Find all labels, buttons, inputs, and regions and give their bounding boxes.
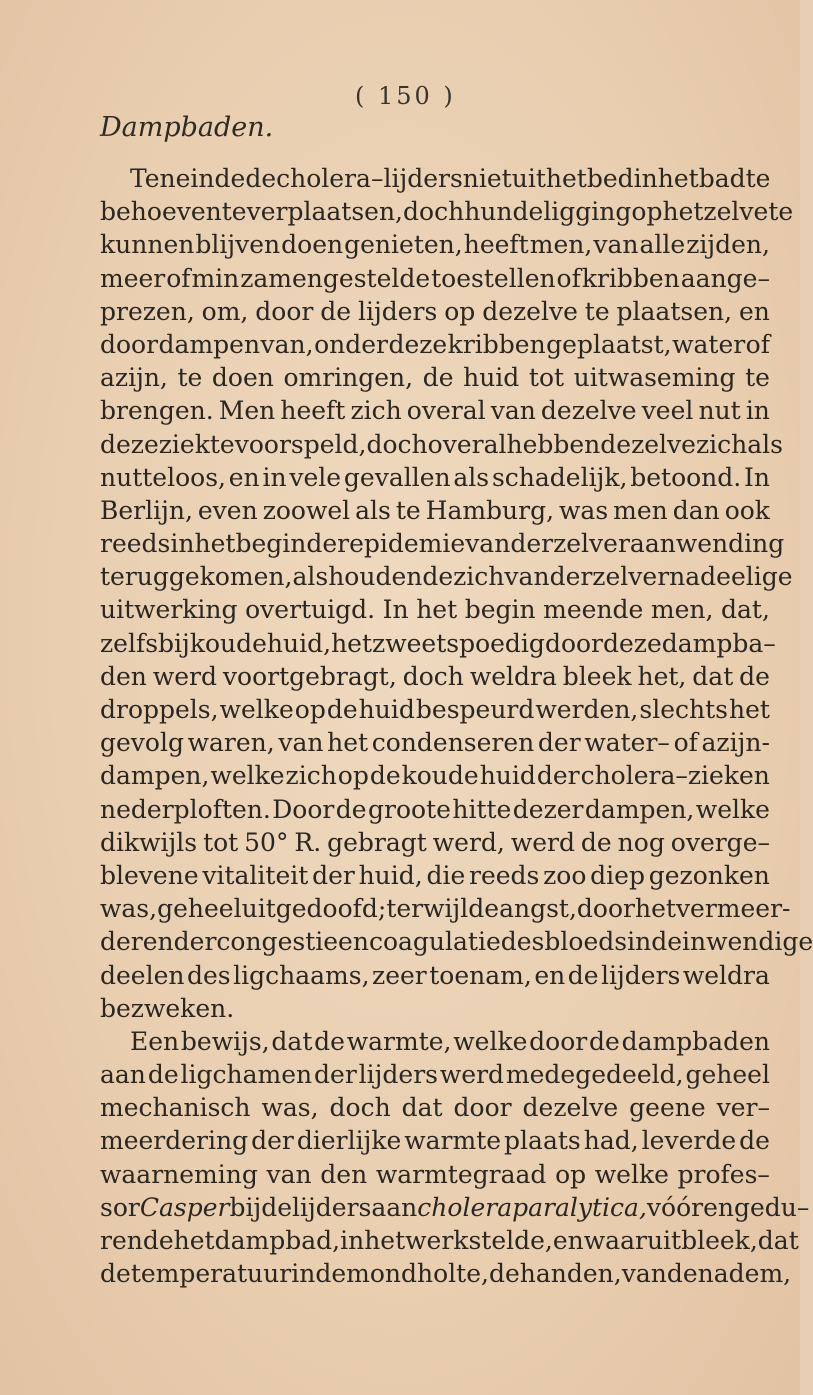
text-line: Berlijn, even zoowel als te Hamburg, was men dan ook (100, 495, 770, 525)
text-line: teruggekomen, als houdende zich van derzelver nadeelige (100, 562, 793, 592)
text-line: nederploften. Door de groote hitte dezer dampen, welke (100, 794, 770, 824)
text-line: uitwerking overtuigd. In het begin meende men, dat, (100, 595, 770, 625)
text-line: kunnen blijven doen genieten, heeft men, van alle zijden, (100, 230, 770, 260)
text-line: den werd voortgebragt, doch weldra bleek het, dat de (100, 661, 770, 691)
text-line: reeds in het begin der epidemie van derzelver aanwending (100, 529, 785, 559)
text-line: Ten einde de cholera–lijders niet uit het bed in het bad te (130, 164, 771, 193)
text-line: droppels, welke op de huid bespeurd werden, slechts het (100, 695, 770, 724)
text-line: deelen des ligchaams, zeer toenam, en de lijders weldra (100, 960, 770, 990)
text-line: azijn, te doen omringen, de huid tot uitwaseming te (100, 363, 770, 393)
text-line: behoeven te verplaatsen, doch hun de ligging op hetzelve te (100, 197, 794, 227)
text-line: deren der congestie en coagulatie des bloeds in de inwendige (100, 927, 813, 957)
text-line: rende het dampbad, in het werk stelde, en waaruit bleek, dat (100, 1226, 799, 1255)
text-line: blevene vitaliteit der huid, die reeds zoo diep gezonken (100, 860, 770, 890)
text-line: gevolg waren, van het condenseren der water– of azijn- (100, 728, 770, 758)
text-line: waarneming van den warmtegraad op welke profes– (100, 1159, 770, 1189)
text-line: sor Casper bij de lijders aan cholera paralytica, vóór en gedu– (100, 1192, 810, 1222)
page-number: ( 150 ) (355, 82, 456, 110)
text-line: door dampen van, onder deze kribben geplaatst, water of (100, 329, 770, 359)
text-line: zelfs bij koude huid, het zweet spoedig door deze dampba– (100, 628, 776, 658)
body-text (100, 162, 813, 1290)
section-title: Dampbaden. (100, 112, 274, 143)
text-line: bezweken. (100, 993, 235, 1023)
text-line: dampen, welke zich op de koude huid der cholera–zieken (100, 761, 770, 791)
text-line: deze ziekte voorspeld, doch overal hebben dezelve zich als (100, 429, 783, 459)
text-line: dikwijls tot 50° R. gebragt werd, werd de nog overge– (100, 827, 770, 857)
text-line: aan de ligchamen der lijders werd medegedeeld, geheel (100, 1060, 770, 1090)
text-line: de temperatuur in de mondholte, de handen, van den adem, (100, 1259, 792, 1289)
text-line: meerdering der dierlijke warmte plaats had, leverde de (100, 1126, 770, 1156)
text-line: brengen. Men heeft zich overal van dezelve veel nut in (100, 396, 770, 426)
text-line: nutteloos, en in vele gevallen als schadelijk, betoond. In (100, 462, 770, 492)
text-line: was, geheel uitgedoofd; terwijl de angst, door het vermeer- (100, 894, 791, 924)
text-line: Een bewijs, dat de warmte, welke door de dampbaden (130, 1026, 770, 1056)
text-line: meer of min zamengestelde toestellen of kribben aange– (100, 263, 770, 293)
text-line: prezen, om, door de lijders op dezelve te plaatsen, en (100, 296, 770, 326)
text-line: mechanisch was, doch dat door dezelve geene ver– (100, 1093, 770, 1123)
